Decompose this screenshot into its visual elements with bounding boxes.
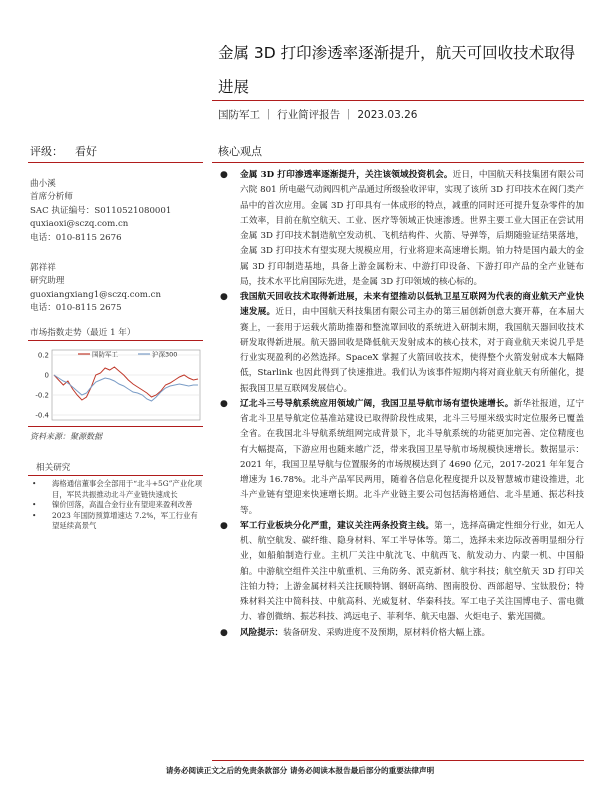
bullet-icon: ● — [220, 398, 228, 409]
bullet-icon: ● — [220, 520, 228, 531]
analyst-phone: 电话：010-8115 2675 — [30, 303, 122, 314]
core-point-text: 新华社报道，辽宁省北斗卫星导航定位基准站建设已取得阶段性成果，北斗三号厘米级实时定位服务已覆盖全省。在我国北斗导航系统组网完成背景下，北斗导航系统的功能更加完善、定位精度也有大幅提高，下游应用也随来越广泛，带来我国卫星导航市场规模快速增长。数据显示：2021 年，我国卫星导航与位置服务的市场规模达到了 4690 亿元，2017-2021 年年复合增速为 16.78%。北斗产品军民两用，随着各信息化程度提升以及智慧城市建设推进，北斗产业链有望迎来快速增长期。北斗产业链主要公司包括海格通信、北斗星通、振芯科技等。 — [240, 398, 584, 516]
analyst-license: SAC 执证编号：S0110521080001 — [30, 205, 172, 216]
core-point — [218, 397, 584, 519]
title-line-2: 进展 — [218, 78, 250, 96]
analyst-1 — [30, 178, 171, 245]
rating-value: 看好 — [75, 145, 97, 158]
analyst-name: 郭祥祥 — [30, 263, 56, 273]
market-index-chart — [28, 344, 204, 424]
related-item-text[interactable]: 镍价回落，高温合金行业有望迎来盈利改善 — [52, 500, 193, 509]
core-point — [218, 290, 584, 397]
report-title — [218, 36, 578, 104]
rating-divider — [28, 162, 203, 163]
bullet-icon: • — [32, 500, 37, 509]
related-research-list — [30, 479, 205, 532]
title-line-1: 金属 3D 打印渗透率逐渐提升，航天可回收技术取得 — [218, 44, 576, 62]
related-research-divider — [28, 475, 203, 476]
core-point-headline: 金属 3D 打印渗透率逐渐提升，关注该领域投资机会。 — [240, 170, 453, 180]
core-point-text: 近日，中国航天科技集团有限公司六院 801 所电磁气动阀四机产品通过所级验收评审，实现了该所 3D 打印技术在阀门类产品中的首次应用。金属 3D 打印具有一体成形的特点，减重的同时还可提升复杂零件的加工效率，目前在航空航天、工业、医疗等领域正快速渗透。世界主要工业大国正在尝试用金属 3D 打印技术制造航空发动机、飞机结构件、火箭、导弹等，后期随验证结果落地，金属 3D 打印技术有望实现大规模应用，行业将迎来高速增长期。铂力特是国内最大的金属 3D 打印制造基地，具备上游金属粉末、中游打印设备、下游打印产品的全产业链布局，技术水平比肩国际先进，是金属 3D 打印领域的核心标的。 — [240, 170, 584, 287]
core-point-text: 装备研发、采购进度不及预期，原材料价格大幅上涨。 — [283, 627, 491, 638]
related-research-title: 相关研究 — [36, 463, 71, 473]
bullet-icon: • — [32, 479, 37, 488]
bullet-icon: ● — [220, 292, 228, 302]
analyst-name: 曲小溪 — [30, 179, 56, 189]
related-item[interactable] — [30, 479, 205, 500]
core-point — [218, 519, 584, 626]
related-item[interactable] — [30, 500, 205, 511]
footer-disclaimer: 请务必阅读正文之后的免责条款部分 请务必阅读本报告最后部分的重要法律声明 — [165, 766, 435, 775]
chart-bottom-divider — [28, 426, 203, 427]
chart-title: 市场指数走势（最近 1 年） — [30, 328, 136, 338]
chart-top-divider — [28, 340, 203, 341]
analyst-role: 首席分析师 — [30, 192, 73, 203]
analyst-2 — [30, 262, 161, 316]
y-tick-label: -0.4 — [35, 411, 49, 420]
y-tick-label: 0.2 — [37, 351, 49, 360]
analyst-phone: 电话：010-8115 2676 — [30, 232, 122, 243]
core-view-title: 核心观点 — [218, 145, 262, 158]
core-view-divider — [212, 162, 584, 163]
bullet-icon: ● — [220, 170, 228, 180]
core-point-headline: 军工行业板块分化严重，建议关注两条投资主线。 — [240, 520, 435, 531]
analyst-role: 研究助理 — [30, 276, 65, 287]
core-point-text: 第一，选择高确定性细分行业，如无人机、航空航发、碳纤维、隐身材料、军工半导体等。第二，选择未来边际改善明显细分行业，如船舶制造行业。主机厂关注中航沈飞、中航西飞、航发动力、内蒙一机、中国船舶。中游航空组件关注中航重机、三角防务、派克新材、航宇科技；航空航天 3D 打印关注铂力特；上游金属材料关注抚顺特钢、钢研高纳、图南股份、西部超导、宝钛股份；特殊材料关注中简科技、中航高科、光威复材、华秦科技。军工电子关注国博电子、雷电微力、睿创微纳、振芯科技、鸿远电子、菲利华、航天电器、火炬电子、紫光国微。 — [240, 520, 584, 623]
report-subtitle: 国防军工 ｜ 行业简评报告 ｜ 2023.03.26 — [218, 109, 418, 121]
chart-frame — [52, 350, 200, 420]
related-item-text[interactable]: 海格通信董事会全部用于“北斗+5G”产业化项目，军民共振推动北斗产业链快速成长 — [52, 479, 202, 499]
y-tick-label: 0 — [44, 371, 49, 380]
legend-label: 国防军工 — [92, 350, 118, 359]
y-tick-label: -0.2 — [35, 391, 49, 400]
legend-label: 沪深300 — [152, 350, 178, 359]
footer-divider — [212, 760, 584, 761]
core-point-headline: 风险提示： — [240, 627, 284, 638]
related-item[interactable] — [30, 511, 205, 532]
rating — [30, 143, 97, 159]
core-point-headline: 我国航天回收技术取得新进展，未来有望推动以低轨卫星互联网为代表的商业航天产业快速发展。 — [240, 292, 584, 318]
chart-source: 资料来源：聚源数据 — [30, 432, 102, 441]
core-view-body — [218, 168, 584, 641]
core-point-text: 近日，由中国航天科技集团有限公司主办的第三届创新创意大赛开幕，在本届大赛上，一套用于运载火箭助推器和整流罩回收的系统进入研制末期，我国航天器回收技术研发取得新进展。航天器回收是降低航天发射成本的核心技术，对于商业航天来说几乎是行业实现盈利的必然选择。SpaceX 掌握了火箭回收技术，使得整个火箭发射成本大幅降低，Starlink 也因此得到了快速推进。我们认为该事件短期内将对商业航天有所催化，提振我国卫星互联网发展信心。 — [240, 307, 584, 394]
related-item-text[interactable]: 2023 年国防预算增速达 7.2%，军工行业有望延续高景气 — [52, 510, 198, 530]
rating-label: 评级： — [30, 145, 63, 158]
analyst-email[interactable]: quxiaoxi@sczq.com.cn — [30, 219, 129, 230]
core-point-headline: 辽北斗三号导航系统应用领域广阔，我国卫星导航市场有望快速增长。 — [240, 398, 514, 409]
bullet-icon: ● — [220, 627, 228, 638]
core-point — [218, 168, 584, 290]
title-divider — [212, 100, 584, 101]
bullet-icon: • — [32, 510, 37, 520]
analyst-email[interactable]: guoxiangxiang1@sczq.com.cn — [30, 289, 161, 300]
core-point — [218, 626, 584, 641]
